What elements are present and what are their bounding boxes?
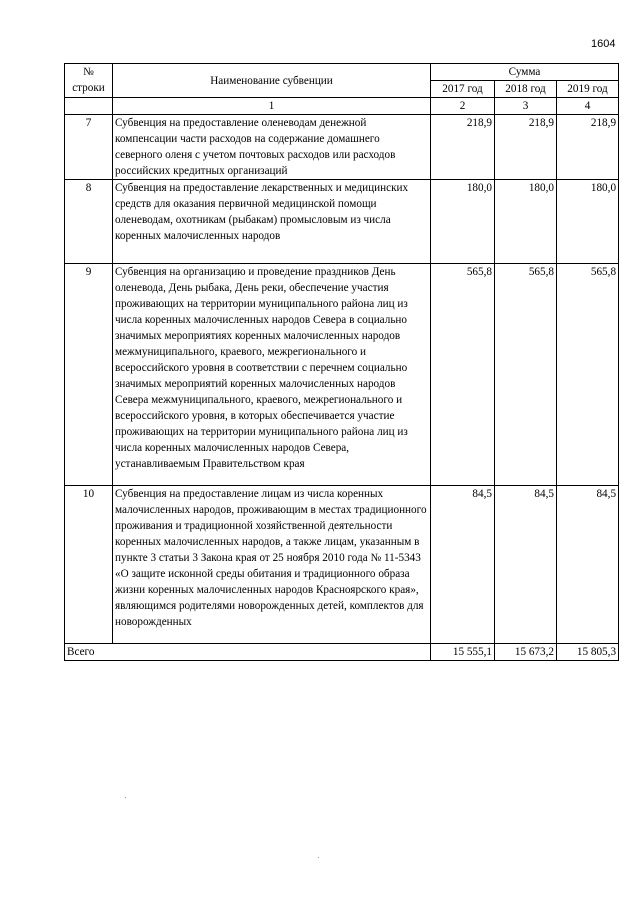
table-row bbox=[65, 486, 619, 644]
row-value-2018: 180,0 bbox=[495, 180, 557, 264]
header-year-2018: 2018 год bbox=[495, 81, 557, 98]
total-row bbox=[65, 644, 619, 661]
row-value-2017: 565,8 bbox=[431, 264, 495, 486]
row-value-2019: 218,9 bbox=[557, 115, 619, 180]
subvention-table bbox=[64, 63, 619, 661]
row-value-2017: 84,5 bbox=[431, 486, 495, 644]
total-label: Всего bbox=[65, 644, 431, 661]
scan-speck bbox=[125, 797, 126, 798]
row-value-2017: 218,9 bbox=[431, 115, 495, 180]
header-sum-cell: Сумма bbox=[431, 64, 619, 81]
header-num-label: строки bbox=[72, 82, 105, 94]
page-number: 1604 bbox=[591, 38, 616, 50]
table-row bbox=[65, 264, 619, 486]
column-number-1: 1 bbox=[113, 98, 431, 115]
row-number: 7 bbox=[65, 115, 113, 180]
header-year-2017: 2017 год bbox=[431, 81, 495, 98]
row-value-2018: 84,5 bbox=[495, 486, 557, 644]
row-number: 10 bbox=[65, 486, 113, 644]
table-row bbox=[65, 115, 619, 180]
column-number-empty bbox=[65, 98, 113, 115]
column-number-4: 4 bbox=[557, 98, 619, 115]
row-text: Субвенция на предоставление лекарственных и медицинских средств для оказания первичной медицинской помощи оленеводам, охотникам (рыбакам) промысловым из числа коренных малочисленных народов bbox=[113, 180, 431, 264]
row-text: Субвенция на предоставление лицам из числа коренных малочисленных народов, проживающим в местах традиционного проживания и традиционной хозяйственной деятельности коренных малочисленных народов, а также лицам, указанным в пункте 3 статьи 3 Закона края от 25 ноября 2010 года № 11-5343 «О защите исконной среды обитания и традиционного образа жизни коренных малочисленных народов Красноярского края», являющимся родителями новорожденных детей, комплектов для новорожденных bbox=[113, 486, 431, 644]
row-value-2019: 565,8 bbox=[557, 264, 619, 486]
row-value-2019: 84,5 bbox=[557, 486, 619, 644]
row-value-2019: 180,0 bbox=[557, 180, 619, 264]
header-num-symbol: № bbox=[83, 66, 94, 78]
scan-speck bbox=[318, 857, 319, 858]
row-value-2017: 180,0 bbox=[431, 180, 495, 264]
column-number-3: 3 bbox=[495, 98, 557, 115]
column-number-2: 2 bbox=[431, 98, 495, 115]
row-value-2018: 218,9 bbox=[495, 115, 557, 180]
header-year-2019: 2019 год bbox=[557, 81, 619, 98]
total-value-2019: 15 805,3 bbox=[557, 644, 619, 661]
column-number-row bbox=[65, 98, 619, 115]
table-row bbox=[65, 180, 619, 264]
header-name-cell: Наименование субвенции bbox=[113, 64, 431, 98]
row-number: 8 bbox=[65, 180, 113, 264]
header-row-1 bbox=[65, 64, 619, 81]
row-value-2018: 565,8 bbox=[495, 264, 557, 486]
row-text: Субвенция на предоставление оленеводам денежной компенсации части расходов на содержание домашнего северного оленя с учетом почтовых расходов или расходов российских кредитных организаций bbox=[113, 115, 431, 180]
header-row-number-cell bbox=[65, 64, 113, 98]
row-number: 9 bbox=[65, 264, 113, 486]
total-value-2018: 15 673,2 bbox=[495, 644, 557, 661]
row-text: Субвенция на организацию и проведение праздников День оленевода, День рыбака, День реки, обеспечение участия проживающих на территории муниципального района лиц из числа коренных малочисленных народов Севера в социально значимых мероприятиях коренных малочисленных народов межмуниципального, краевого, межрегионального и всероссийского уровня в соответствии с перечнем социально значимых мероприятий коренных малочисленных народов Севера межмуниципального, краевого, межрегионального и всероссийского уровня, в которых обеспечивается участие проживающих на территории муниципального района лиц из числа коренных малочисленных народов Севера, устанавливаемым Правительством края bbox=[113, 264, 431, 486]
total-value-2017: 15 555,1 bbox=[431, 644, 495, 661]
